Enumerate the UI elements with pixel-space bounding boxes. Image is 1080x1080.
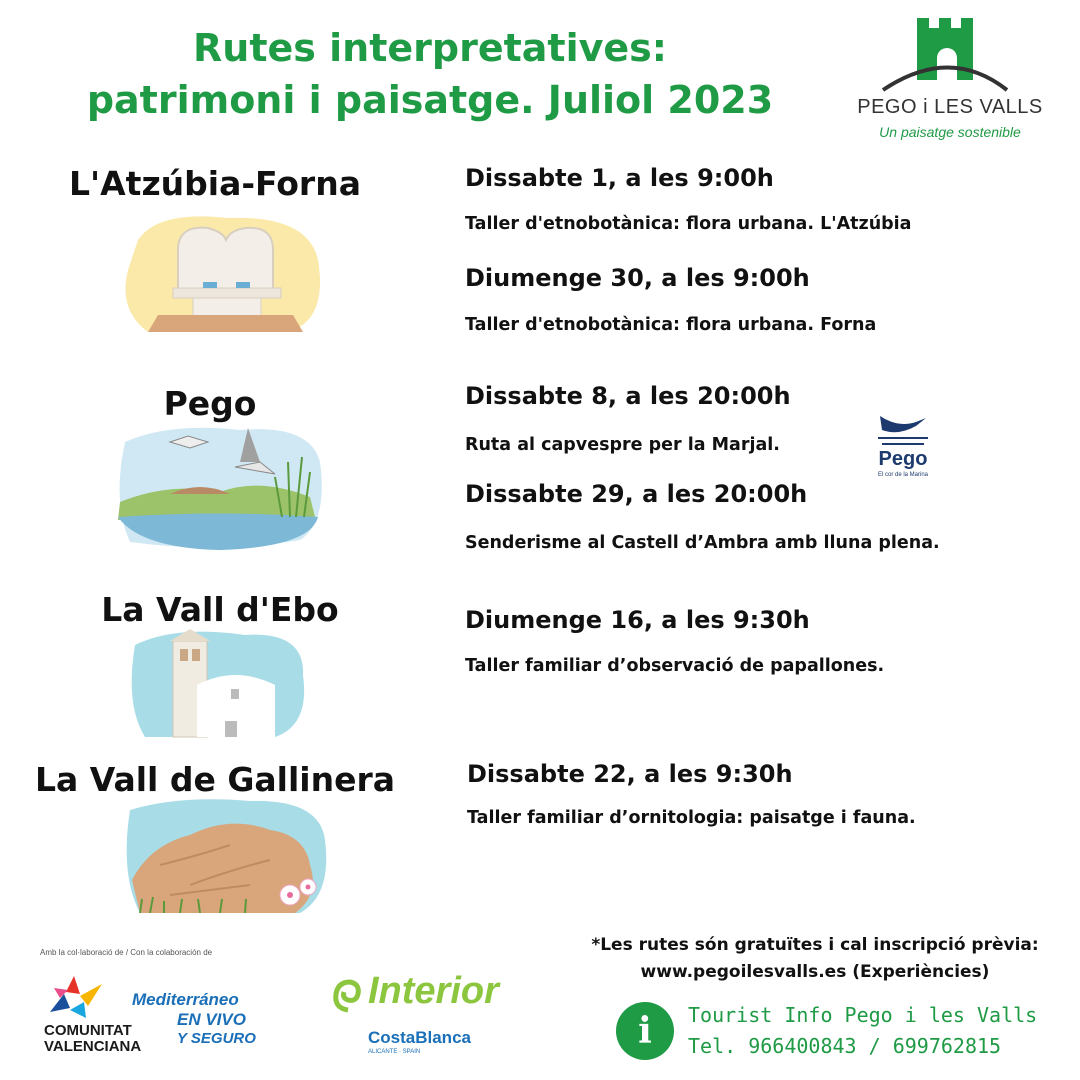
pego-logo-name: Pego: [878, 448, 928, 470]
event-when: Dissabte 22, a les 9:30h: [467, 760, 793, 788]
tourist-info: [688, 1000, 1037, 1062]
title-line-2: patrimoni i paisatge. Juliol 2023: [86, 78, 774, 122]
fountain-illustration: [118, 210, 328, 335]
pego-logo-tagline: El cor de la Marina: [877, 472, 929, 478]
marsh-birds-illustration: [110, 422, 330, 552]
costablanca-word: CostaBlanca: [368, 1028, 471, 1047]
interior-costablanca-logo: [328, 970, 538, 1060]
collaboration-text: Amb la col·laboració de / Con la colaboración de: [40, 948, 213, 957]
spiral-icon: [328, 974, 368, 1018]
note-line-2: www.pegoilesvalls.es (Experiències): [640, 962, 990, 982]
heron-icon: [868, 408, 938, 448]
cv-line-2: VALENCIANA: [44, 1038, 142, 1055]
event-when: Dissabte 29, a les 20:00h: [465, 480, 808, 508]
tourist-info-name: Tourist Info Pego i les Valls: [688, 1003, 1038, 1027]
cv-line-1: COMUNITAT: [44, 1022, 132, 1039]
brand-name: PEGO i LES VALLS: [857, 96, 1043, 118]
castle-icon: [855, 10, 1045, 100]
event-when: Dissabte 1, a les 9:00h: [465, 164, 774, 192]
event-what: Taller d'etnobotànica: flora urbana. Forna: [465, 315, 877, 335]
info-icon: [616, 1002, 674, 1060]
event-when: Diumenge 30, a les 9:00h: [465, 264, 810, 292]
event-when: Dissabte 8, a les 20:00h: [465, 382, 791, 410]
place-atzubia-forna: L'Atzúbia-Forna: [69, 164, 361, 203]
event-when: Diumenge 16, a les 9:30h: [465, 606, 810, 634]
event-what: Ruta al capvespre per la Marjal.: [465, 435, 780, 455]
registration-note: [575, 932, 1055, 986]
brand-tagline: Un paisatge sostenible: [879, 124, 1021, 140]
event-what: Senderisme al Castell d’Ambra amb lluna plena.: [465, 533, 940, 553]
place-vall-de-gallinera: La Vall de Gallinera: [34, 760, 396, 799]
med-line-1: Mediterráneo: [132, 990, 239, 1009]
mediterraneo-logo: [132, 990, 262, 1047]
note-line-1: *Les rutes són gratuïtes i cal inscripció prèvia:: [591, 935, 1039, 955]
mountain-flowers-illustration: [120, 795, 335, 920]
info-icon-char: i: [638, 1010, 652, 1052]
med-line-2: EN VIVO: [177, 1010, 246, 1029]
interior-word: Interior: [368, 970, 499, 1012]
cv-star-icon: [40, 972, 110, 1020]
brand-logo: [855, 10, 1045, 145]
event-what: Taller d'etnobotànica: flora urbana. L'Atzúbia: [465, 214, 912, 234]
med-line-3: Y SEGURO: [177, 1030, 256, 1047]
costablanca-sub: ALICANTE · SPAIN: [368, 1049, 421, 1055]
pego-marjal-logo: [868, 408, 938, 488]
place-pego: Pego: [163, 384, 257, 423]
place-vall-d-ebo: La Vall d'Ebo: [101, 590, 339, 629]
event-what: Taller familiar d’ornitologia: paisatge i fauna.: [467, 808, 916, 828]
church-tower-illustration: [125, 625, 310, 740]
event-what: Taller familiar d’observació de papallones.: [465, 656, 885, 676]
title-line-1: Rutes interpretatives:: [193, 26, 667, 70]
page-title: [40, 22, 820, 126]
tourist-info-phone: Tel. 966400843 / 699762815: [688, 1034, 1002, 1058]
